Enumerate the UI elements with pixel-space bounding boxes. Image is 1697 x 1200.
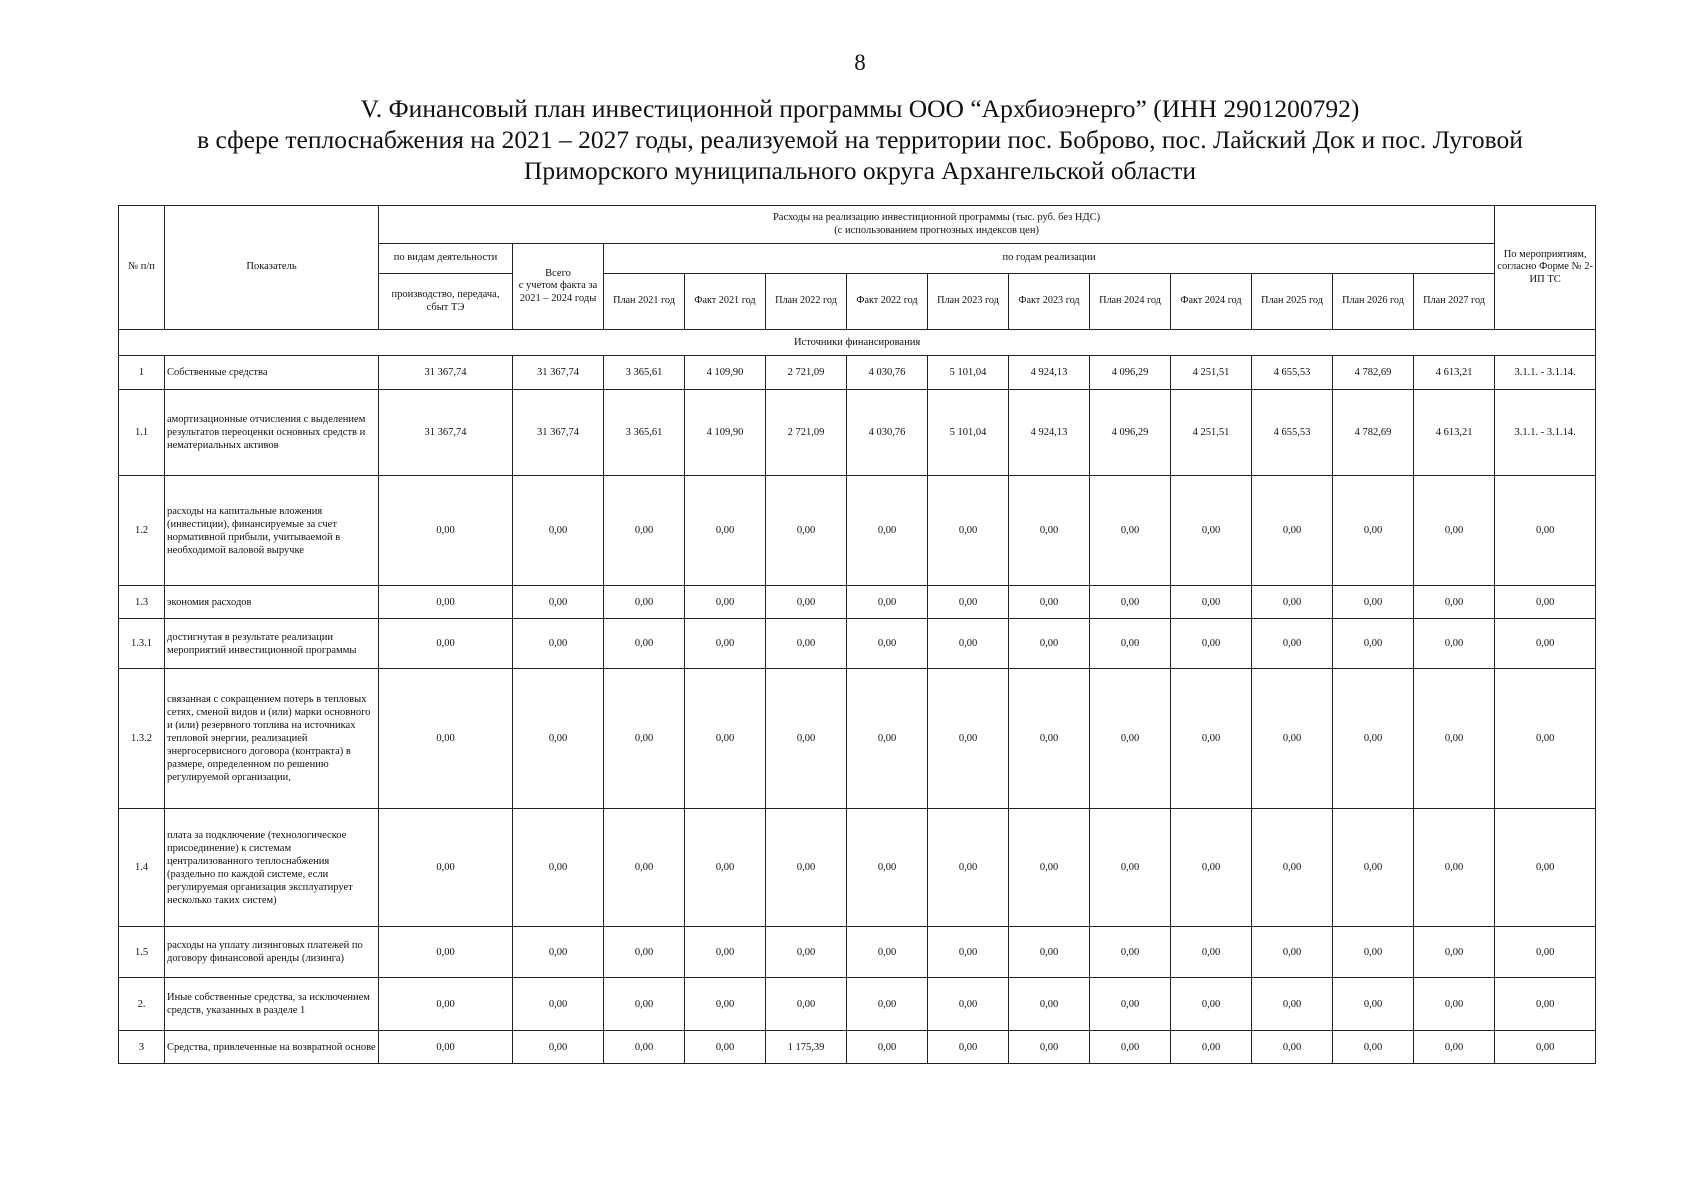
row-year-value: 0,00 xyxy=(928,809,1009,927)
row-year-value: 0,00 xyxy=(847,476,928,586)
row-year-value: 0,00 xyxy=(1009,1031,1090,1064)
row-num: 1 xyxy=(119,356,165,390)
row-year-value: 0,00 xyxy=(766,978,847,1031)
row-year-value: 0,00 xyxy=(928,586,1009,619)
row-year-value: 0,00 xyxy=(1333,978,1414,1031)
title-line-3: Приморского муниципального округа Архангельской области xyxy=(523,156,1197,185)
row-year-value: 4 109,90 xyxy=(685,390,766,476)
row-year-value: 0,00 xyxy=(1171,809,1252,927)
row-year-value: 0,00 xyxy=(1414,619,1495,669)
row-activity-value: 0,00 xyxy=(379,619,513,669)
row-events: 0,00 xyxy=(1495,809,1596,927)
row-year-value: 0,00 xyxy=(1252,476,1333,586)
row-year-value: 0,00 xyxy=(1414,1031,1495,1064)
row-year-value: 4 251,51 xyxy=(1171,390,1252,476)
row-label: плата за подключение (технологическое присоединение) к системам централизованного теплоснабжения (раздельно по каждой системе, если регулируемая организация эксплуатирует несколько таких систем) xyxy=(165,809,379,927)
row-total-value: 0,00 xyxy=(513,1031,604,1064)
header-expenses xyxy=(379,206,1495,244)
row-total-value: 0,00 xyxy=(513,669,604,809)
table-row xyxy=(119,927,1596,978)
row-year-value: 0,00 xyxy=(1414,669,1495,809)
row-year-value: 4 109,90 xyxy=(685,356,766,390)
row-year-value: 0,00 xyxy=(604,586,685,619)
row-label: экономия расходов xyxy=(165,586,379,619)
header-indicator: Показатель xyxy=(165,206,379,330)
table-row xyxy=(119,586,1596,619)
row-year-value: 0,00 xyxy=(685,927,766,978)
header-year-7: План 2024 год xyxy=(1090,274,1171,330)
row-year-value: 0,00 xyxy=(685,476,766,586)
row-year-value: 0,00 xyxy=(604,476,685,586)
row-year-value: 0,00 xyxy=(766,619,847,669)
table-row xyxy=(119,1031,1596,1064)
row-year-value: 0,00 xyxy=(604,927,685,978)
row-activity-value: 0,00 xyxy=(379,927,513,978)
row-events: 0,00 xyxy=(1495,476,1596,586)
row-year-value: 0,00 xyxy=(766,476,847,586)
row-total-value: 0,00 xyxy=(513,927,604,978)
row-num: 2. xyxy=(119,978,165,1031)
row-year-value: 0,00 xyxy=(1009,978,1090,1031)
row-year-value: 0,00 xyxy=(1009,809,1090,927)
row-year-value: 0,00 xyxy=(847,619,928,669)
row-year-value: 0,00 xyxy=(928,619,1009,669)
row-year-value: 0,00 xyxy=(685,809,766,927)
row-year-value: 0,00 xyxy=(604,619,685,669)
row-total-value: 0,00 xyxy=(513,978,604,1031)
row-label: амортизационные отчисления с выделением результатов переоценки основных средств и нематериальных активов xyxy=(165,390,379,476)
row-num: 1.4 xyxy=(119,809,165,927)
row-year-value: 0,00 xyxy=(766,927,847,978)
row-year-value: 0,00 xyxy=(1252,1031,1333,1064)
row-year-value: 0,00 xyxy=(766,669,847,809)
row-label: Собственные средства xyxy=(165,356,379,390)
row-total-value: 31 367,74 xyxy=(513,356,604,390)
row-year-value: 4 782,69 xyxy=(1333,390,1414,476)
row-activity-value: 0,00 xyxy=(379,978,513,1031)
row-label: расходы на капитальные вложения (инвестиции), финансируемые за счет нормативной прибыли, учитываемой в необходимой валовой выручке xyxy=(165,476,379,586)
row-year-value: 0,00 xyxy=(928,927,1009,978)
row-year-value: 0,00 xyxy=(1333,619,1414,669)
row-num: 1.3 xyxy=(119,586,165,619)
row-year-value: 0,00 xyxy=(928,978,1009,1031)
row-year-value: 2 721,09 xyxy=(766,356,847,390)
table-row xyxy=(119,669,1596,809)
header-by-events: По мероприятиям, согласно Форме № 2-ИП ТС xyxy=(1495,206,1596,330)
row-year-value: 1 175,39 xyxy=(766,1031,847,1064)
row-num: 1.1 xyxy=(119,390,165,476)
row-year-value: 4 924,13 xyxy=(1009,356,1090,390)
row-year-value: 4 096,29 xyxy=(1090,390,1171,476)
row-year-value: 4 655,53 xyxy=(1252,390,1333,476)
row-year-value: 0,00 xyxy=(685,586,766,619)
row-activity-value: 0,00 xyxy=(379,669,513,809)
row-year-value: 0,00 xyxy=(847,669,928,809)
row-year-value: 0,00 xyxy=(766,586,847,619)
table-row xyxy=(119,356,1596,390)
header-year-8: Факт 2024 год xyxy=(1171,274,1252,330)
row-year-value: 0,00 xyxy=(1090,669,1171,809)
row-year-value: 0,00 xyxy=(1171,927,1252,978)
row-year-value: 0,00 xyxy=(928,476,1009,586)
header-total-line-2: с учетом факта за 2021 – 2024 годы xyxy=(518,280,598,304)
row-year-value: 0,00 xyxy=(847,1031,928,1064)
row-events: 0,00 xyxy=(1495,669,1596,809)
row-year-value: 3 365,61 xyxy=(604,390,685,476)
row-num: 1.5 xyxy=(119,927,165,978)
row-year-value: 0,00 xyxy=(1252,978,1333,1031)
row-year-value: 4 030,76 xyxy=(847,390,928,476)
row-label: Средства, привлеченные на возвратной основе xyxy=(165,1031,379,1064)
row-year-value: 0,00 xyxy=(1333,586,1414,619)
row-year-value: 0,00 xyxy=(1333,809,1414,927)
row-year-value: 4 924,13 xyxy=(1009,390,1090,476)
row-year-value: 0,00 xyxy=(685,1031,766,1064)
header-year-9: План 2025 год xyxy=(1252,274,1333,330)
row-year-value: 0,00 xyxy=(1171,669,1252,809)
row-year-value: 0,00 xyxy=(1090,619,1171,669)
financial-plan-table xyxy=(118,205,1596,1064)
table-row xyxy=(119,809,1596,927)
header-year-10: План 2026 год xyxy=(1333,274,1414,330)
row-year-value: 0,00 xyxy=(1333,669,1414,809)
row-year-value: 0,00 xyxy=(928,669,1009,809)
row-year-value: 0,00 xyxy=(1252,586,1333,619)
section-title: Источники финансирования xyxy=(119,330,1596,356)
row-year-value: 0,00 xyxy=(604,978,685,1031)
row-year-value: 5 101,04 xyxy=(928,356,1009,390)
row-year-value: 3 365,61 xyxy=(604,356,685,390)
row-year-value: 5 101,04 xyxy=(928,390,1009,476)
row-year-value: 2 721,09 xyxy=(766,390,847,476)
header-year-3: План 2022 год xyxy=(766,274,847,330)
row-year-value: 0,00 xyxy=(1009,669,1090,809)
row-year-value: 0,00 xyxy=(1090,927,1171,978)
row-num: 3 xyxy=(119,1031,165,1064)
row-year-value: 4 613,21 xyxy=(1414,356,1495,390)
row-activity-value: 0,00 xyxy=(379,476,513,586)
header-year-1: План 2021 год xyxy=(604,274,685,330)
row-year-value: 0,00 xyxy=(1090,586,1171,619)
row-year-value: 0,00 xyxy=(1009,619,1090,669)
row-year-value: 0,00 xyxy=(685,978,766,1031)
row-total-value: 0,00 xyxy=(513,476,604,586)
row-total-value: 0,00 xyxy=(513,586,604,619)
row-year-value: 4 096,29 xyxy=(1090,356,1171,390)
header-by-years: по годам реализации xyxy=(604,244,1495,274)
header-expenses-line-2: (с использованием прогнозных индексов цен) xyxy=(834,224,1039,236)
row-year-value: 0,00 xyxy=(1009,476,1090,586)
row-total-value: 0,00 xyxy=(513,809,604,927)
row-year-value: 0,00 xyxy=(1414,978,1495,1031)
header-year-6: Факт 2023 год xyxy=(1009,274,1090,330)
row-year-value: 0,00 xyxy=(1171,1031,1252,1064)
table-row xyxy=(119,619,1596,669)
row-year-value: 0,00 xyxy=(604,1031,685,1064)
row-label: расходы на уплату лизинговых платежей по договору финансовой аренды (лизинга) xyxy=(165,927,379,978)
row-year-value: 0,00 xyxy=(1414,927,1495,978)
row-year-value: 0,00 xyxy=(1171,476,1252,586)
row-year-value: 4 251,51 xyxy=(1171,356,1252,390)
row-year-value: 0,00 xyxy=(847,978,928,1031)
document-title xyxy=(0,93,1697,186)
row-events: 0,00 xyxy=(1495,1031,1596,1064)
row-events: 3.1.1. - 3.1.14. xyxy=(1495,356,1596,390)
row-year-value: 0,00 xyxy=(1090,476,1171,586)
row-num: 1.3.2 xyxy=(119,669,165,809)
row-year-value: 0,00 xyxy=(1090,809,1171,927)
row-year-value: 0,00 xyxy=(1009,586,1090,619)
row-activity-value: 31 367,74 xyxy=(379,356,513,390)
row-year-value: 4 782,69 xyxy=(1333,356,1414,390)
row-year-value: 0,00 xyxy=(1414,476,1495,586)
row-year-value: 0,00 xyxy=(847,927,928,978)
title-line-2: в сфере теплоснабжения на 2021 – 2027 годы, реализуемой на территории пос. Боброво, пос. Лайский Док и пос. Луговой xyxy=(197,125,1523,154)
row-year-value: 0,00 xyxy=(928,1031,1009,1064)
row-activity-value: 0,00 xyxy=(379,1031,513,1064)
row-year-value: 0,00 xyxy=(1252,669,1333,809)
table-row xyxy=(119,978,1596,1031)
row-total-value: 0,00 xyxy=(513,619,604,669)
header-activity-type: производство, передача, сбыт ТЭ xyxy=(379,274,513,330)
row-events: 0,00 xyxy=(1495,927,1596,978)
row-year-value: 0,00 xyxy=(1252,809,1333,927)
row-year-value: 4 655,53 xyxy=(1252,356,1333,390)
table-row xyxy=(119,390,1596,476)
header-expenses-line-1: Расходы на реализацию инвестиционной программы (тыс. руб. без НДС) xyxy=(772,212,1101,223)
header-total xyxy=(513,244,604,330)
row-year-value: 0,00 xyxy=(1333,927,1414,978)
row-activity-value: 0,00 xyxy=(379,809,513,927)
row-activity-value: 0,00 xyxy=(379,586,513,619)
row-year-value: 0,00 xyxy=(847,586,928,619)
row-events: 0,00 xyxy=(1495,978,1596,1031)
row-events: 0,00 xyxy=(1495,619,1596,669)
row-year-value: 0,00 xyxy=(1252,927,1333,978)
header-num: № п/п xyxy=(119,206,165,330)
row-year-value: 0,00 xyxy=(1333,1031,1414,1064)
header-year-11: План 2027 год xyxy=(1414,274,1495,330)
row-activity-value: 31 367,74 xyxy=(379,390,513,476)
row-label: достигнутая в результате реализации мероприятий инвестиционной программы xyxy=(165,619,379,669)
header-year-2: Факт 2021 год xyxy=(685,274,766,330)
page-number: 8 xyxy=(854,50,866,75)
row-year-value: 0,00 xyxy=(1414,586,1495,619)
row-year-value: 0,00 xyxy=(1252,619,1333,669)
row-year-value: 0,00 xyxy=(847,809,928,927)
table-row xyxy=(119,476,1596,586)
row-num: 1.3.1 xyxy=(119,619,165,669)
row-year-value: 0,00 xyxy=(1009,927,1090,978)
row-year-value: 4 030,76 xyxy=(847,356,928,390)
row-year-value: 0,00 xyxy=(604,669,685,809)
row-year-value: 0,00 xyxy=(766,809,847,927)
row-total-value: 31 367,74 xyxy=(513,390,604,476)
header-by-activity: по видам деятельности xyxy=(379,244,513,274)
header-total-line-1: Всего xyxy=(545,267,571,279)
header-year-4: Факт 2022 год xyxy=(847,274,928,330)
row-year-value: 0,00 xyxy=(1090,1031,1171,1064)
header-year-5: План 2023 год xyxy=(928,274,1009,330)
row-year-value: 0,00 xyxy=(1414,809,1495,927)
title-line-1: V. Финансовый план инвестиционной программы ООО “Архбиоэнерго” (ИНН 2901200792) xyxy=(360,94,1360,123)
row-events: 3.1.1. - 3.1.14. xyxy=(1495,390,1596,476)
row-label: связанная с сокращением потерь в тепловых сетях, сменой видов и (или) марки основного и (или) резервного топлива на источниках тепловой энергии, реализацией энергосервисного договора (контракта) в размере, определенном по решению регулируемой организации, xyxy=(165,669,379,809)
row-year-value: 0,00 xyxy=(1171,978,1252,1031)
row-events: 0,00 xyxy=(1495,586,1596,619)
row-num: 1.2 xyxy=(119,476,165,586)
row-year-value: 4 613,21 xyxy=(1414,390,1495,476)
row-year-value: 0,00 xyxy=(685,619,766,669)
row-year-value: 0,00 xyxy=(1171,586,1252,619)
row-year-value: 0,00 xyxy=(604,809,685,927)
row-year-value: 0,00 xyxy=(1333,476,1414,586)
row-year-value: 0,00 xyxy=(1171,619,1252,669)
row-year-value: 0,00 xyxy=(685,669,766,809)
row-label: Иные собственные средства, за исключением средств, указанных в разделе 1 xyxy=(165,978,379,1031)
row-year-value: 0,00 xyxy=(1090,978,1171,1031)
